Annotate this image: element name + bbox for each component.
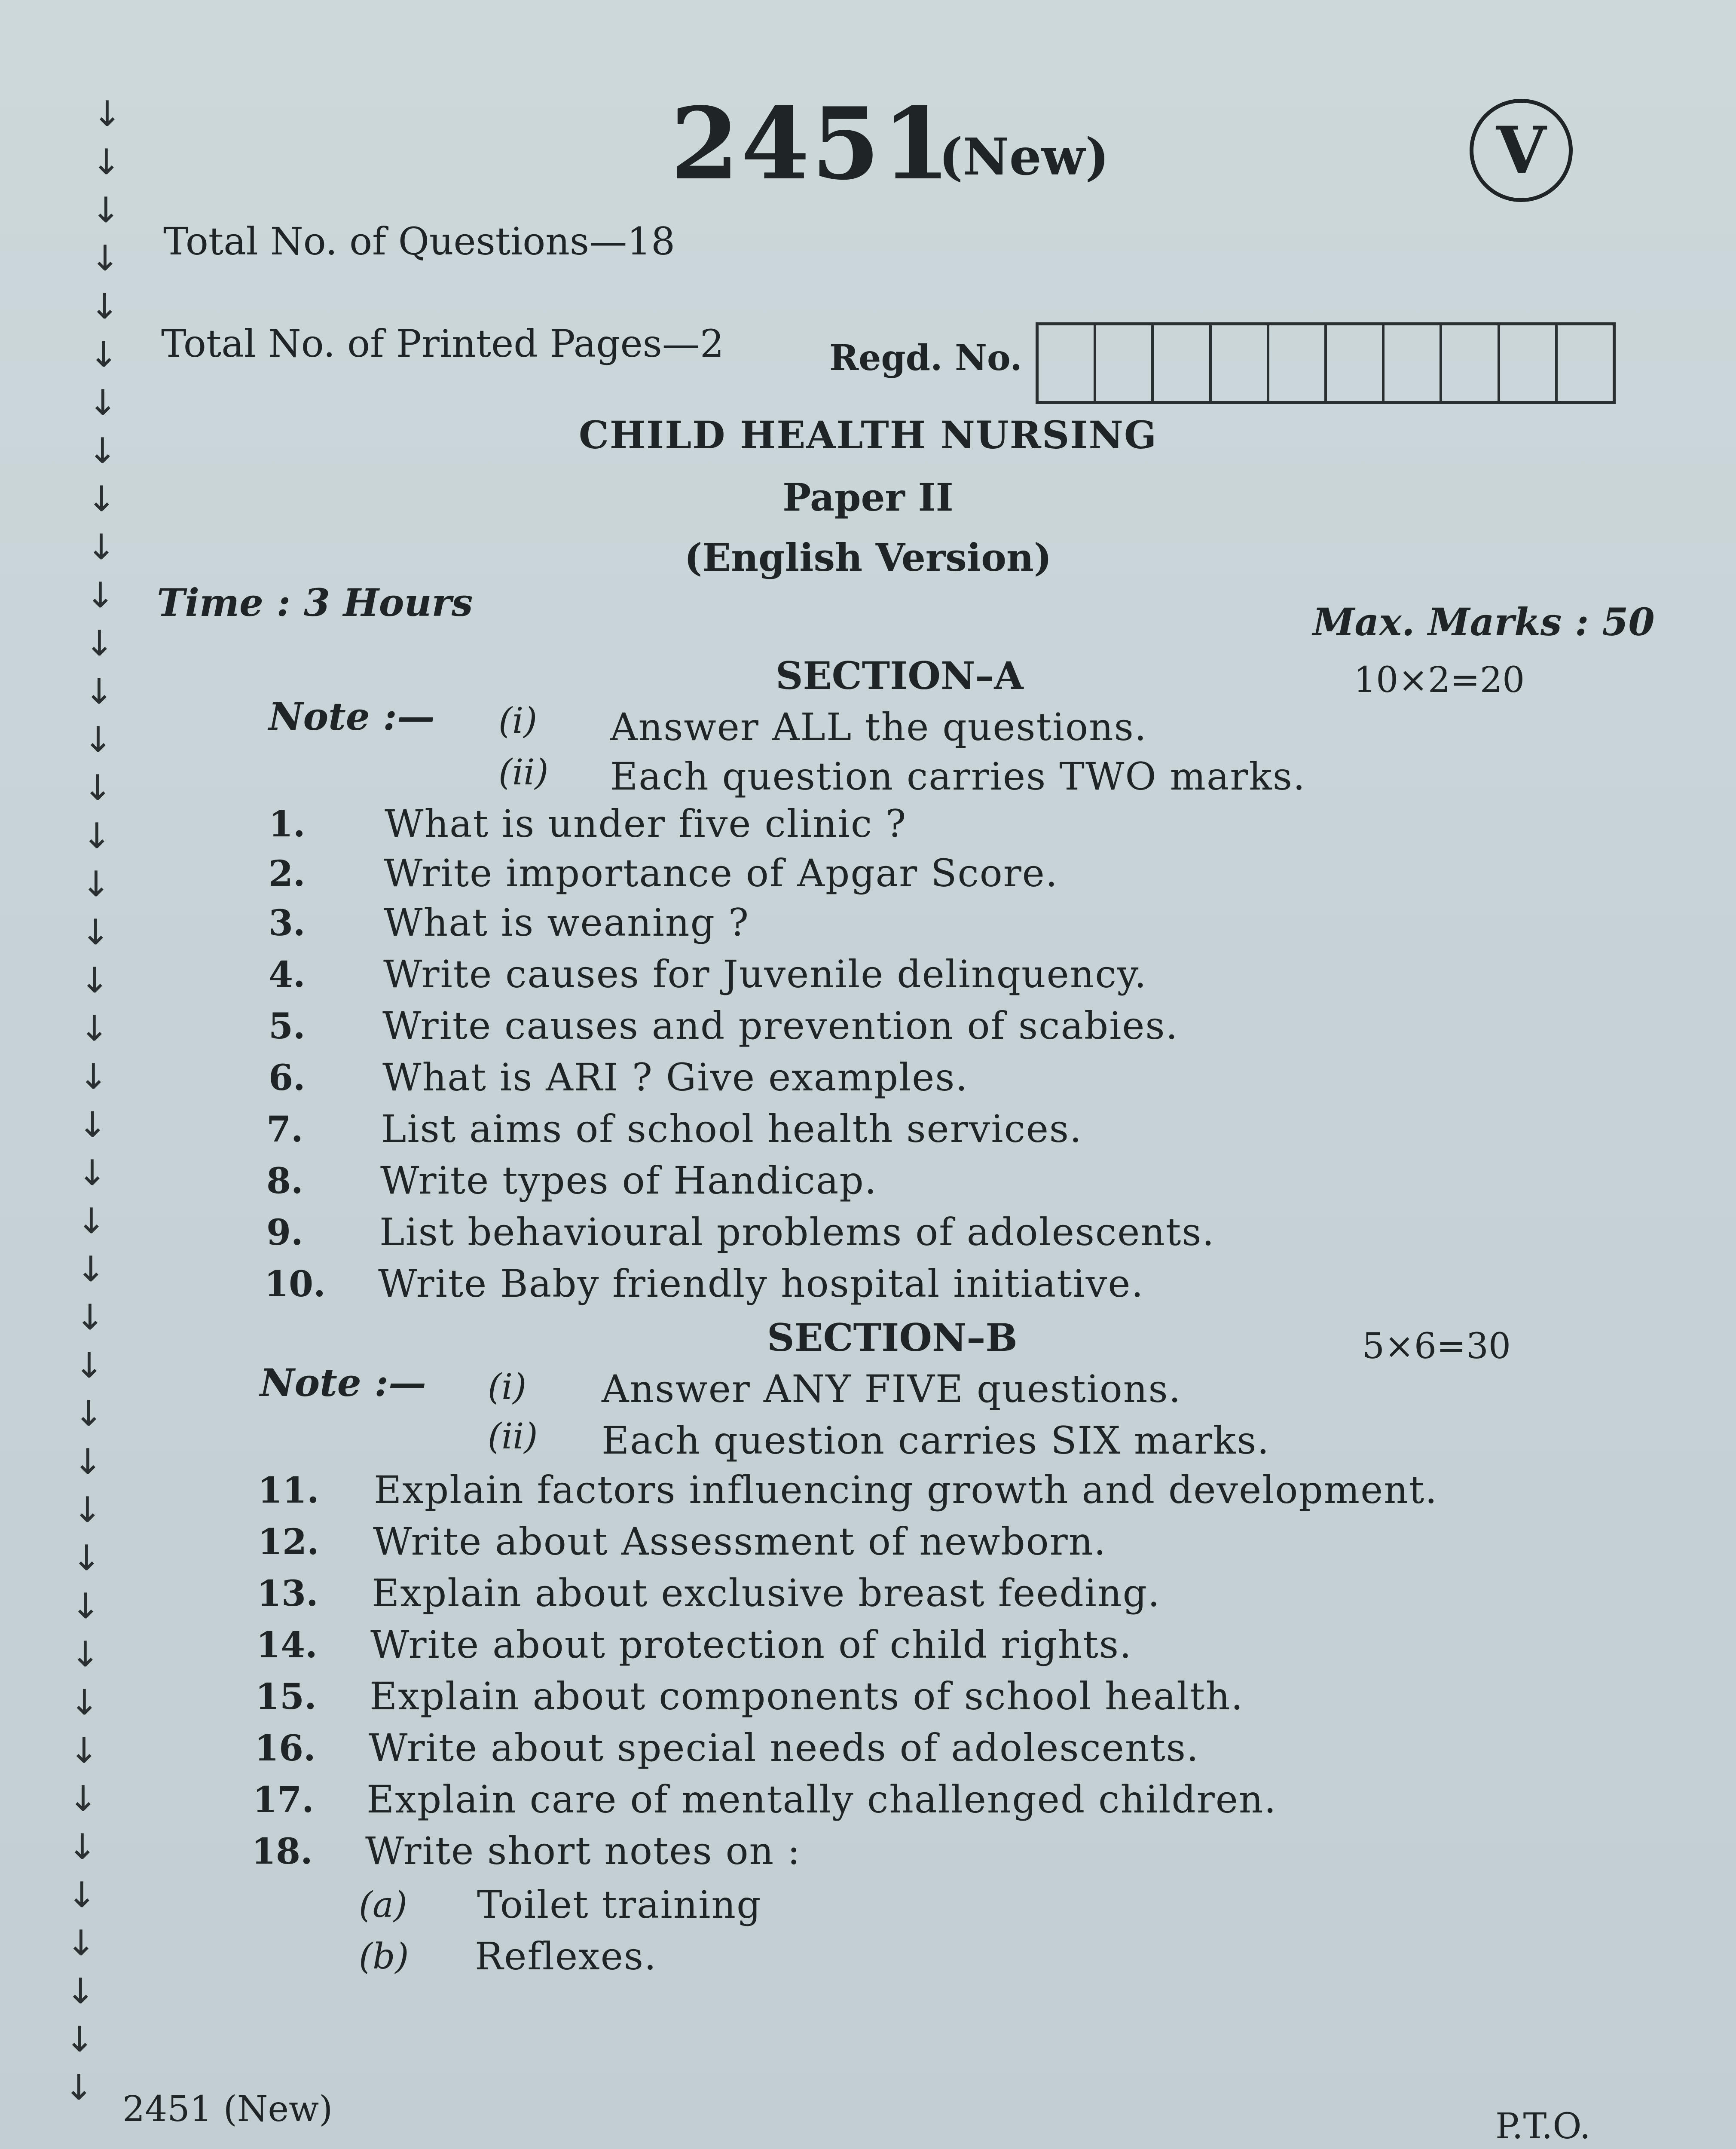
version-letter: V [1496,113,1547,188]
margin-arrow-icon: ↓ [66,1923,96,1964]
section-a-note-num: (ii) [498,752,549,793]
margin-arrow-icon: ↓ [71,1586,101,1627]
paper-code: 2451 [670,86,953,202]
margin-arrow-icon: ↓ [81,912,110,953]
regd-no-cell[interactable] [1327,325,1385,401]
margin-arrow-icon: ↓ [74,1345,104,1386]
margin-arrow-icon: ↓ [67,1827,97,1867]
question-number: 17. [253,1779,314,1821]
question-number: 7. [266,1109,303,1150]
margin-arrow-icon: ↓ [70,1682,99,1723]
question-text: What is under five clinic ? [385,802,907,846]
paper-code-suffix: (New) [939,127,1109,187]
margin-arrow-icon: ↓ [83,768,113,808]
margin-arrow-icon: ↓ [84,671,114,712]
question-number: 14. [256,1625,318,1666]
section-a-note-text: Answer ALL the questions. [610,705,1147,749]
margin-arrow-icon: ↓ [88,383,118,423]
section-b-note-text: Answer ANY FIVE questions. [602,1367,1182,1411]
margin-arrow-icon: ↓ [82,816,112,857]
question-text: Explain about exclusive breast feeding. [372,1571,1161,1615]
regd-no-cell[interactable] [1269,325,1327,401]
margin-arrow-icon: ↓ [83,719,113,760]
regd-no-cell[interactable] [1039,325,1096,401]
margin-arrow-icon: ↓ [65,2019,95,2060]
section-b-note-text: Each question carries SIX marks. [602,1418,1270,1463]
section-b-note-num: (i) [488,1367,527,1408]
margin-arrow-icon: ↓ [88,431,117,471]
question-number: 18. [251,1831,313,1872]
regd-no-cell[interactable] [1385,325,1442,401]
margin-arrow-icon: ↓ [86,527,116,568]
margin-arrow-icon: ↓ [90,238,120,279]
sub-item-text: Reflexes. [475,1934,657,1978]
total-printed-pages: Total No. of Printed Pages—2 [161,321,724,366]
regd-no-cell[interactable] [1442,325,1500,401]
margin-arrow-icon: ↓ [89,334,119,375]
sub-item-label: (a) [359,1885,407,1926]
regd-no-cell[interactable] [1212,325,1269,401]
question-number: 5. [269,1006,306,1047]
margin-arrow-icon: ↓ [78,1105,107,1145]
question-text: Write about protection of child rights. [370,1622,1132,1667]
question-number: 12. [258,1521,319,1563]
section-a-note-text: Each question carries TWO marks. [610,754,1306,799]
question-text: Write types of Handicap. [380,1158,877,1203]
margin-arrow-icon: ↓ [85,623,114,664]
footer-pto: P.T.O. [1495,2106,1591,2147]
margin-arrow-icon: ↓ [64,2067,94,2108]
question-number: 1. [269,804,306,845]
question-text: List aims of school health services. [381,1107,1083,1151]
regd-no-boxes[interactable] [1036,322,1616,404]
question-text: What is ARI ? Give examples. [382,1055,969,1099]
total-questions: Total No. of Questions—18 [163,219,675,263]
regd-no-label: Regd. No. [829,337,1022,379]
question-text: Write causes and prevention of scabies. [382,1004,1179,1048]
margin-arrow-icon: ↓ [86,575,115,616]
section-b-note-label: Note :— [260,1360,426,1405]
question-number: 6. [269,1057,306,1099]
question-number: 11. [258,1470,319,1511]
question-text: List behavioural problems of adolescents. [379,1210,1215,1254]
section-b-marks: 5×6=30 [1362,1326,1511,1367]
question-text: Explain care of mentally challenged children. [367,1777,1277,1821]
sub-item-text: Toilet training [477,1883,762,1927]
regd-no-cell[interactable] [1154,325,1211,401]
margin-arrow-icon: ↓ [91,190,121,231]
margin-arrow-icon: ↓ [80,960,110,1001]
margin-arrow-icon: ↓ [77,1153,107,1194]
exam-time: Time : 3 Hours [157,580,473,625]
question-text: Explain about components of school health. [370,1674,1244,1718]
regd-no-cell[interactable] [1558,325,1613,401]
margin-arrow-icon: ↓ [76,1249,106,1290]
margin-arrow-icon: ↓ [67,1875,97,1916]
question-number: 15. [255,1676,317,1717]
section-b-title: SECTION–B [767,1315,1018,1360]
margin-arrow-icon: ↓ [75,1297,105,1338]
section-b-note-num: (ii) [488,1416,538,1457]
margin-arrow-icon: ↓ [72,1538,101,1579]
sub-item-label: (b) [359,1936,409,1977]
question-text: Write about special needs of adolescents. [369,1726,1200,1770]
regd-no-cell[interactable] [1500,325,1558,401]
margin-arrow-icon: ↓ [69,1730,99,1771]
question-number: 13. [257,1573,318,1614]
question-number: 2. [269,853,306,894]
question-text: Write about Assessment of newborn. [373,1519,1107,1564]
section-a-note-label: Note :— [269,694,435,739]
paper-number: Paper II [782,475,954,520]
margin-arrow-icon: ↓ [92,142,121,183]
margin-arrow-icon: ↓ [74,1393,104,1434]
question-number: 10. [264,1264,326,1305]
margin-arrow-icon: ↓ [76,1201,106,1242]
question-text: What is weaning ? [384,900,750,945]
question-number: 3. [269,903,306,944]
margin-arrow-icon: ↓ [92,94,122,135]
language-version: (English Version) [684,535,1052,580]
version-circle-mark [1470,99,1573,202]
margin-arrow-icon: ↓ [73,1442,103,1482]
regd-no-cell[interactable] [1096,325,1154,401]
question-number: 8. [266,1160,303,1202]
section-a-marks: 10×2=20 [1354,660,1525,701]
question-number: 9. [266,1212,303,1253]
max-marks: Max. Marks : 50 [1313,600,1655,644]
question-number: 4. [269,954,306,995]
question-text: Write importance of Apgar Score. [384,851,1058,895]
margin-arrow-icon: ↓ [73,1490,102,1531]
question-number: 16. [254,1728,316,1769]
question-text: Explain factors influencing growth and development. [374,1468,1438,1512]
footer-paper-code: 2451 (New) [122,2089,333,2130]
question-text: Write causes for Juvenile delinquency. [383,952,1147,996]
question-text: Write short notes on : [365,1829,801,1873]
subject-title: CHILD HEALTH NURSING [578,413,1158,457]
section-a-title: SECTION–A [776,653,1024,698]
margin-arrow-icon: ↓ [79,1056,108,1097]
margin-arrow-icon: ↓ [66,1971,95,2012]
margin-arrow-icon: ↓ [87,479,116,520]
question-text: Write Baby friendly hospital initiative. [378,1261,1144,1306]
margin-arrow-icon: ↓ [68,1779,98,1819]
margin-arrow-icon: ↓ [79,1008,109,1049]
section-a-note-num: (i) [498,701,538,741]
margin-arrow-icon: ↓ [70,1634,100,1675]
margin-arrow-icon: ↓ [90,286,119,327]
margin-arrow-icon: ↓ [81,864,111,905]
